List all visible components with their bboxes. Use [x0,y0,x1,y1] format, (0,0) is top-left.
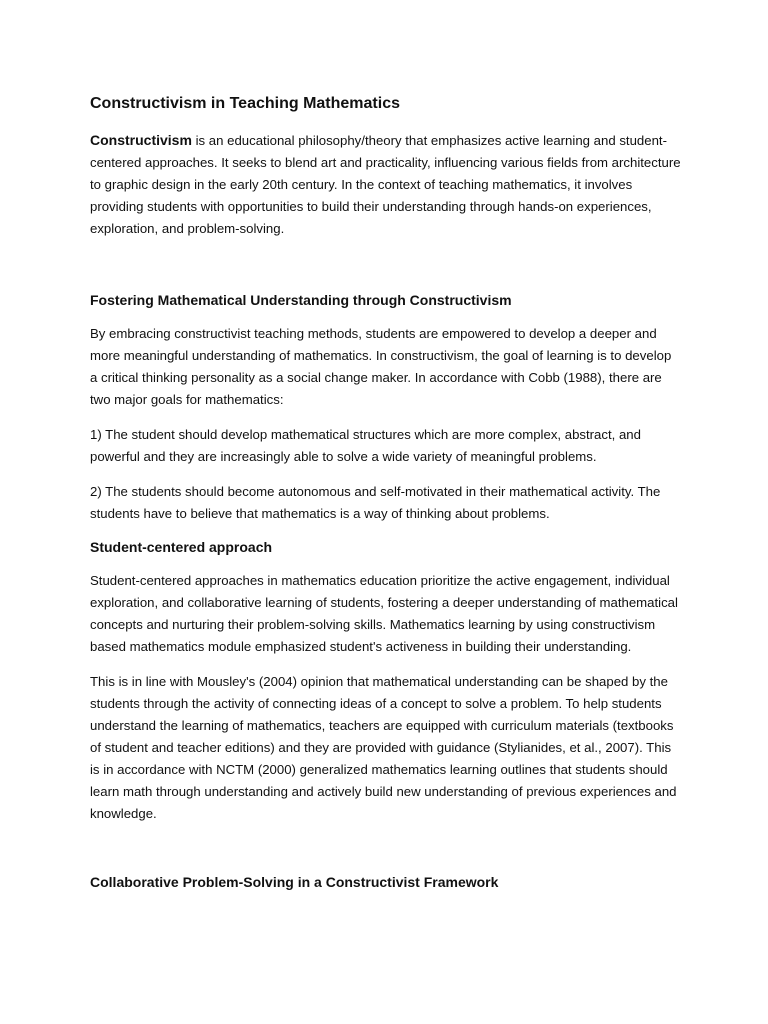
student-centered-paragraph-1: Student-centered approaches in mathematics education prioritize the active engagement, individual exploration, and collaborative learning of students, fostering a deeper understanding of mathematical concepts and nurturing their problem-solving skills. Mathematics learning by using constructivism based mathematics module emphasized student's activeness in building their understanding. [90,573,678,654]
intro-paragraph [90,129,682,240]
section-heading-fostering: Fostering Mathematical Understanding through Constructivism [90,292,512,308]
intro-term: Constructivism [90,132,192,148]
section-heading-collaborative: Collaborative Problem-Solving in a Constructivist Framework [90,874,499,890]
section-heading-student-centered: Student-centered approach [90,539,273,555]
document-page [90,93,682,892]
fostering-paragraph-1: By embracing constructivist teaching methods, students are empowered to develop a deeper and more meaningful understanding of mathematics. In constructivism, the goal of learning is to develop a critical thinking personality as a social change maker. In accordance with Cobb (1988), there are two major goals for mathematics: [90,326,672,407]
student-centered-paragraph-2: This is in line with Mousley's (2004) opinion that mathematical understanding can be shaped by the students through the activity of connecting ideas of a concept to solve a problem. To help students understand the learning of mathematics, teachers are equipped with curriculum materials (textbooks of student and teacher editions) and they are provided with guidance (Stylianides, et al., 2007). This is in accordance with NCTM (2000) generalized mathematics learning outlines that students should learn math through understanding and actively build new understanding of previous experiences and knowledge. [90,674,677,821]
goal-item-2: 2) The students should become autonomous and self-motivated in their mathematical activity. The students have to believe that mathematics is a way of thinking about problems. [90,484,661,521]
goal-item-1: 1) The student should develop mathematical structures which are more complex, abstract, and powerful and they are increasingly able to solve a wide variety of meaningful problems. [90,427,641,464]
intro-text: is an educational philosophy/theory that emphasizes active learning and student-centered approaches. It seeks to blend art and practicality, influencing various fields from architecture to graphic design in the early 20th century. In the context of teaching mathematics, it involves providing students with opportunities to build their understanding through hands-on experiences, exploration, and problem-solving. [90,133,681,236]
document-title: Constructivism in Teaching Mathematics [90,95,400,112]
